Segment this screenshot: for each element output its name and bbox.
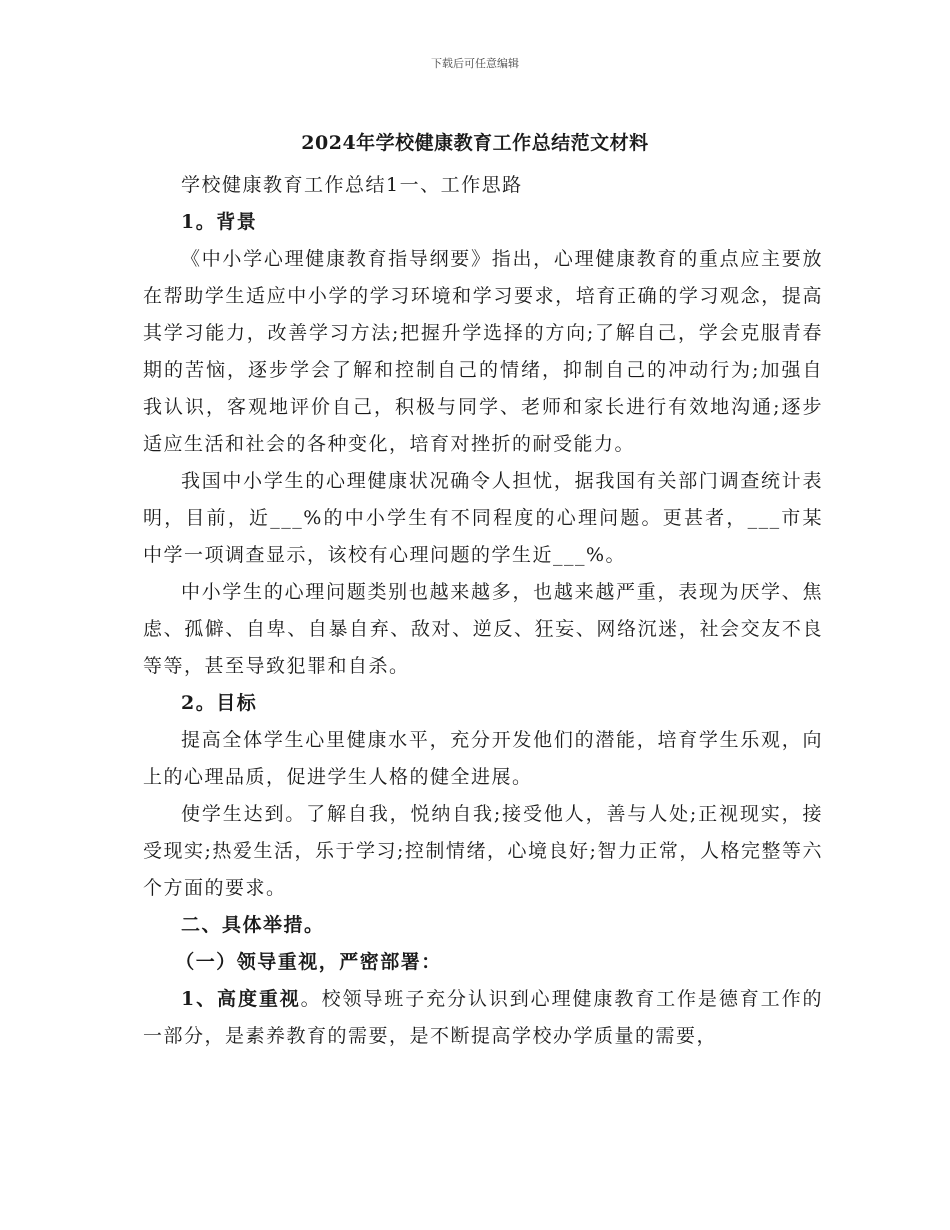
item1-paragraph [143,981,823,1055]
part2-heading: 二、具体举措。 [181,914,325,936]
sub1-heading: （一）领导重视，严密部署： [175,951,442,973]
section2-paragraph-1: 提高全体学生心里健康水平，充分开发他们的潜能，培育学生乐观，向上的心理品质，促进学生人格的健全进展。 [143,729,823,788]
section1-paragraph-3: 中小学生的心理问题类别也越来越多，也越来越严重，表现为厌学、焦虑、孤僻、自卑、自暴自弃、敌对、逆反、狂妄、网络沉迷，社会交友不良等等，甚至导致犯罪和自杀。 [143,581,823,677]
intro-line: 学校健康教育工作总结1一、工作思路 [181,174,523,196]
item1-text: 。校领导班子充分认识到心理健康教育工作是德育工作的一部分，是素养教育的需要，是不断提高学校办学质量的需要， [143,988,823,1047]
section2-paragraph-2: 使学生达到。了解自我，悦纳自我;接受他人，善与人处;正视现实，接受现实;热爱生活，乐于学习;控制情绪，心境良好;智力正常，人格完整等六个方面的要求。 [143,803,823,899]
section1-paragraph-1: 《中小学心理健康教育指导纲要》指出，心理健康教育的重点应主要放在帮助学生适应中小学的学习环境和学习要求，培育正确的学习观念，提高其学习能力，改善学习方法;把握升学选择的方向;了解自己，学会克服青春期的苦恼，逐步学会了解和控制自己的情绪，抑制自己的冲动行为;加强自我认识，客观地评价自己，积极与同学、老师和家长进行有效地沟通;逐步适应生活和社会的各种变化，培育对挫折的耐受能力。 [143,248,823,455]
document-title: 2024年学校健康教育工作总结范文材料 [301,132,649,154]
section1-paragraph-2: 我国中小学生的心理健康状况确令人担忧，据我国有关部门调查统计表明，目前，近___%的中小学生有不同程度的心理问题。更甚者，___市某中学一项调查显示，该校有心理问题的学生近___%。 [143,470,823,566]
item1-lead: 1、高度重视 [181,988,301,1010]
header-note: 下载后可任意编辑 [431,57,519,70]
document-body [143,167,823,1055]
section2-heading: 2。目标 [181,692,258,714]
section1-heading: 1。背景 [181,211,258,233]
